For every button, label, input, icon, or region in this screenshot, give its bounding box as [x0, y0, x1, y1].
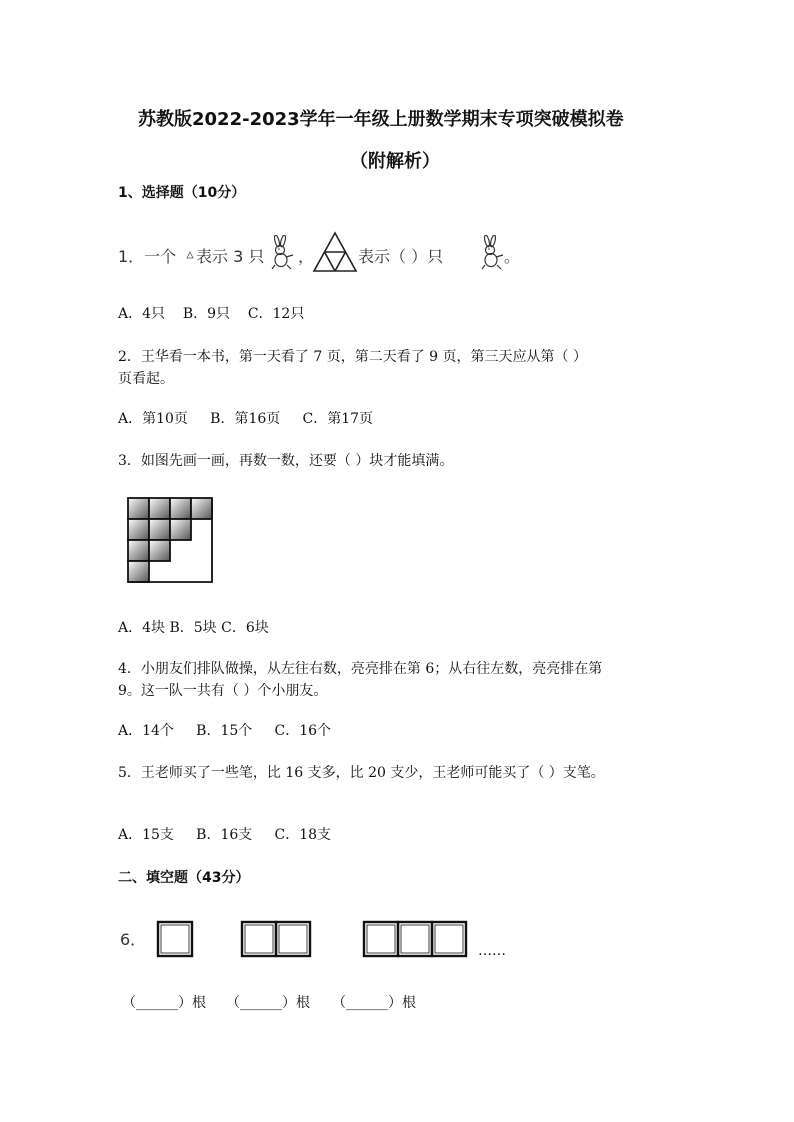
q1-blank-text: 表示（ ）只: [358, 247, 444, 266]
section-heading-fill: 二、填空题（43分）: [118, 870, 250, 886]
q5-options: A．15支 B．16支 C．18支: [118, 827, 332, 843]
q2-line2: 页看起。: [118, 371, 174, 387]
page-title: 苏教版2022-2023学年一年级上册数学期末专项突破模拟卷: [138, 109, 624, 130]
q1-comma: ，: [298, 247, 315, 266]
q6-blank-3: （______）根: [332, 995, 416, 1011]
q3-text: 3．如图先画一画，再数一数，还要（ ）块才能填满。: [118, 453, 454, 469]
q6-ellipsis: ……: [478, 943, 506, 959]
q1-mid-text: 表示 3 只: [196, 247, 265, 266]
q6-number: 6．: [120, 930, 147, 949]
q1-prefix: 1．一个: [118, 247, 177, 266]
q4-options: A．14个 B．15个 C．16个: [118, 723, 332, 739]
q2-options: A．第10页 B．第16页 C．第17页: [118, 411, 374, 427]
q6-blank-2: （______）根: [226, 995, 310, 1011]
q1-end: 。: [504, 247, 521, 266]
q3-options: A．4块 B．5块 C．6块: [118, 620, 269, 636]
q4-line2: 9。这一队一共有（ ）个小朋友。: [118, 683, 328, 699]
q6-blank-1: （______）根: [122, 995, 206, 1011]
matchstick-squares-figure: [150, 912, 510, 964]
section-heading-choice: 1、选择题（10分）: [118, 185, 246, 201]
q4-line1: 4．小朋友们排队做操，从左往右数，亮亮排在第 6；从右往左数，亮亮排在第: [118, 661, 603, 677]
q5-text: 5．王老师买了一些笔，比 16 支多，比 20 支少，王老师可能买了（ ）支笔。: [118, 765, 605, 781]
q2-line1: 2．王华看一本书，第一天看了 7 页，第二天看了 9 页，第三天应从第（ ）: [118, 349, 587, 365]
small-triangle-icon: [186, 251, 194, 259]
page-subtitle: （附解析）: [350, 151, 440, 172]
grid-figure: [126, 496, 216, 586]
rabbit-icon: [478, 235, 506, 271]
q1-options: A．4只 B．9只 C．12只: [118, 306, 305, 322]
rabbit-icon: [268, 235, 296, 271]
triangle-figure: [312, 231, 358, 273]
